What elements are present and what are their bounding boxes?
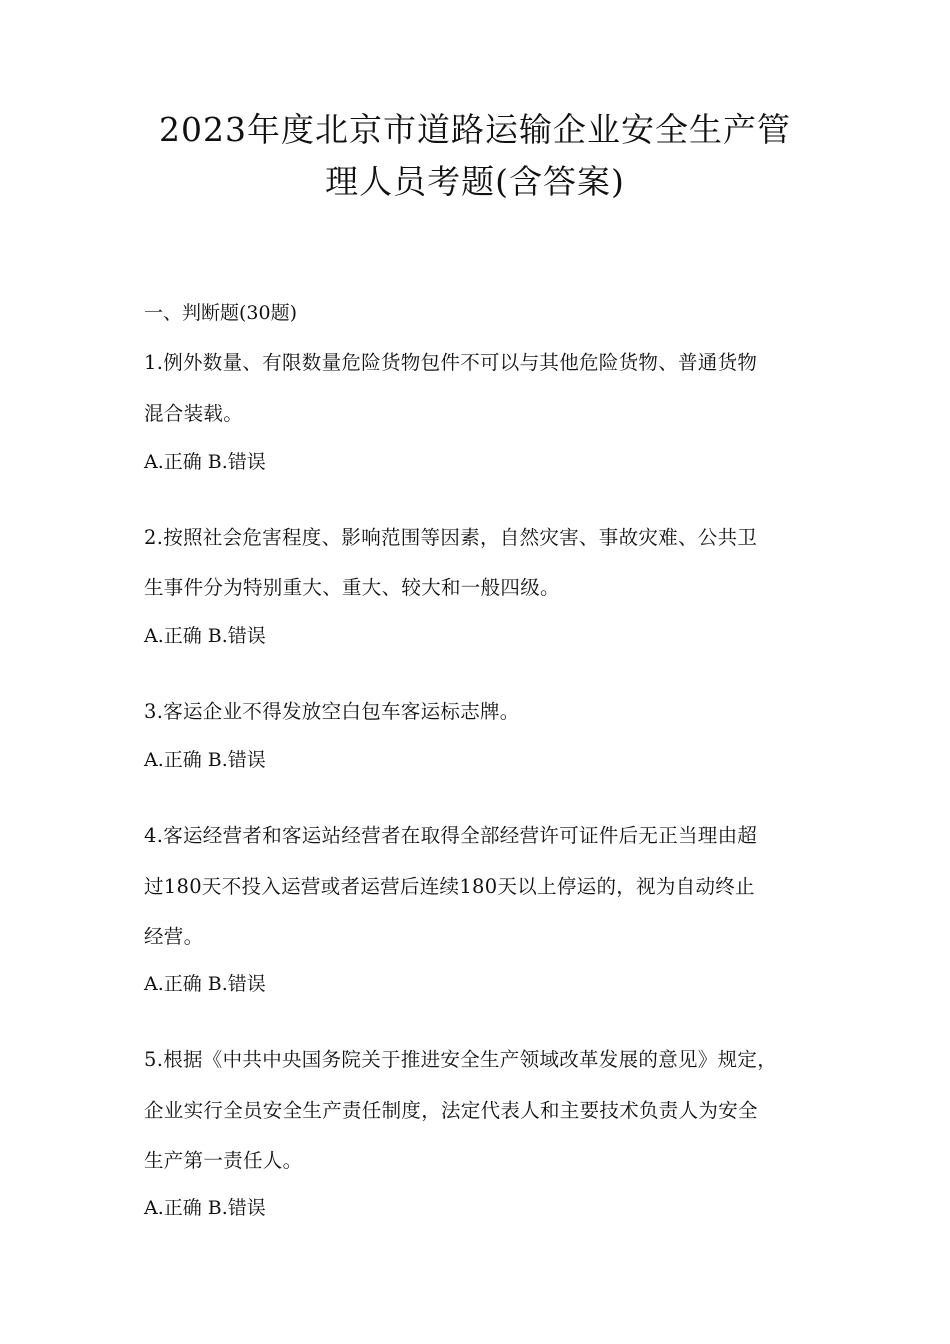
question-1-line-1: 1.例外数量、有限数量危险货物包件不可以与其他危险货物、普通货物 <box>144 351 758 374</box>
question-2-line-1: 2.按照社会危害程度、影响范围等因素，自然灾害、事故灾难、公共卫 <box>144 526 758 549</box>
question-4-options: A.正确 B.错误 <box>144 973 266 995</box>
question-2-line-2: 生事件分为特别重大、重大、较大和一般四级。 <box>144 576 560 599</box>
question-5-line-2: 企业实行全员安全生产责任制度，法定代表人和主要技术负责人为安全 <box>144 1099 758 1122</box>
question-3-line-1: 3.客运企业不得发放空白包车客运标志牌。 <box>144 700 520 723</box>
question-2-options: A.正确 B.错误 <box>144 625 266 647</box>
question-4-line-3: 经营。 <box>144 925 204 948</box>
question-4-line-2: 过180天不投入运营或者运营后连续180天以上停运的，视为自动终止 <box>144 875 755 898</box>
document-title-line-2: 理人员考题(含答案) <box>325 162 625 201</box>
question-5-line-3: 生产第一责任人。 <box>144 1149 303 1172</box>
question-1-options: A.正确 B.错误 <box>144 451 266 473</box>
question-5-options: A.正确 B.错误 <box>144 1197 266 1219</box>
question-1-line-2: 混合装载。 <box>144 402 244 425</box>
question-3-options: A.正确 B.错误 <box>144 749 266 771</box>
document-title-line-1: 2023年度北京市道路运输企业安全生产管 <box>159 110 791 149</box>
section-heading: 一、判断题(30题) <box>144 302 298 324</box>
question-4-line-1: 4.客运经营者和客运站经营者在取得全部经营许可证件后无正当理由超 <box>144 824 758 847</box>
question-5-line-1: 5.根据《中共中央国务院关于推进安全生产领域改革发展的意见》规定， <box>144 1048 778 1071</box>
